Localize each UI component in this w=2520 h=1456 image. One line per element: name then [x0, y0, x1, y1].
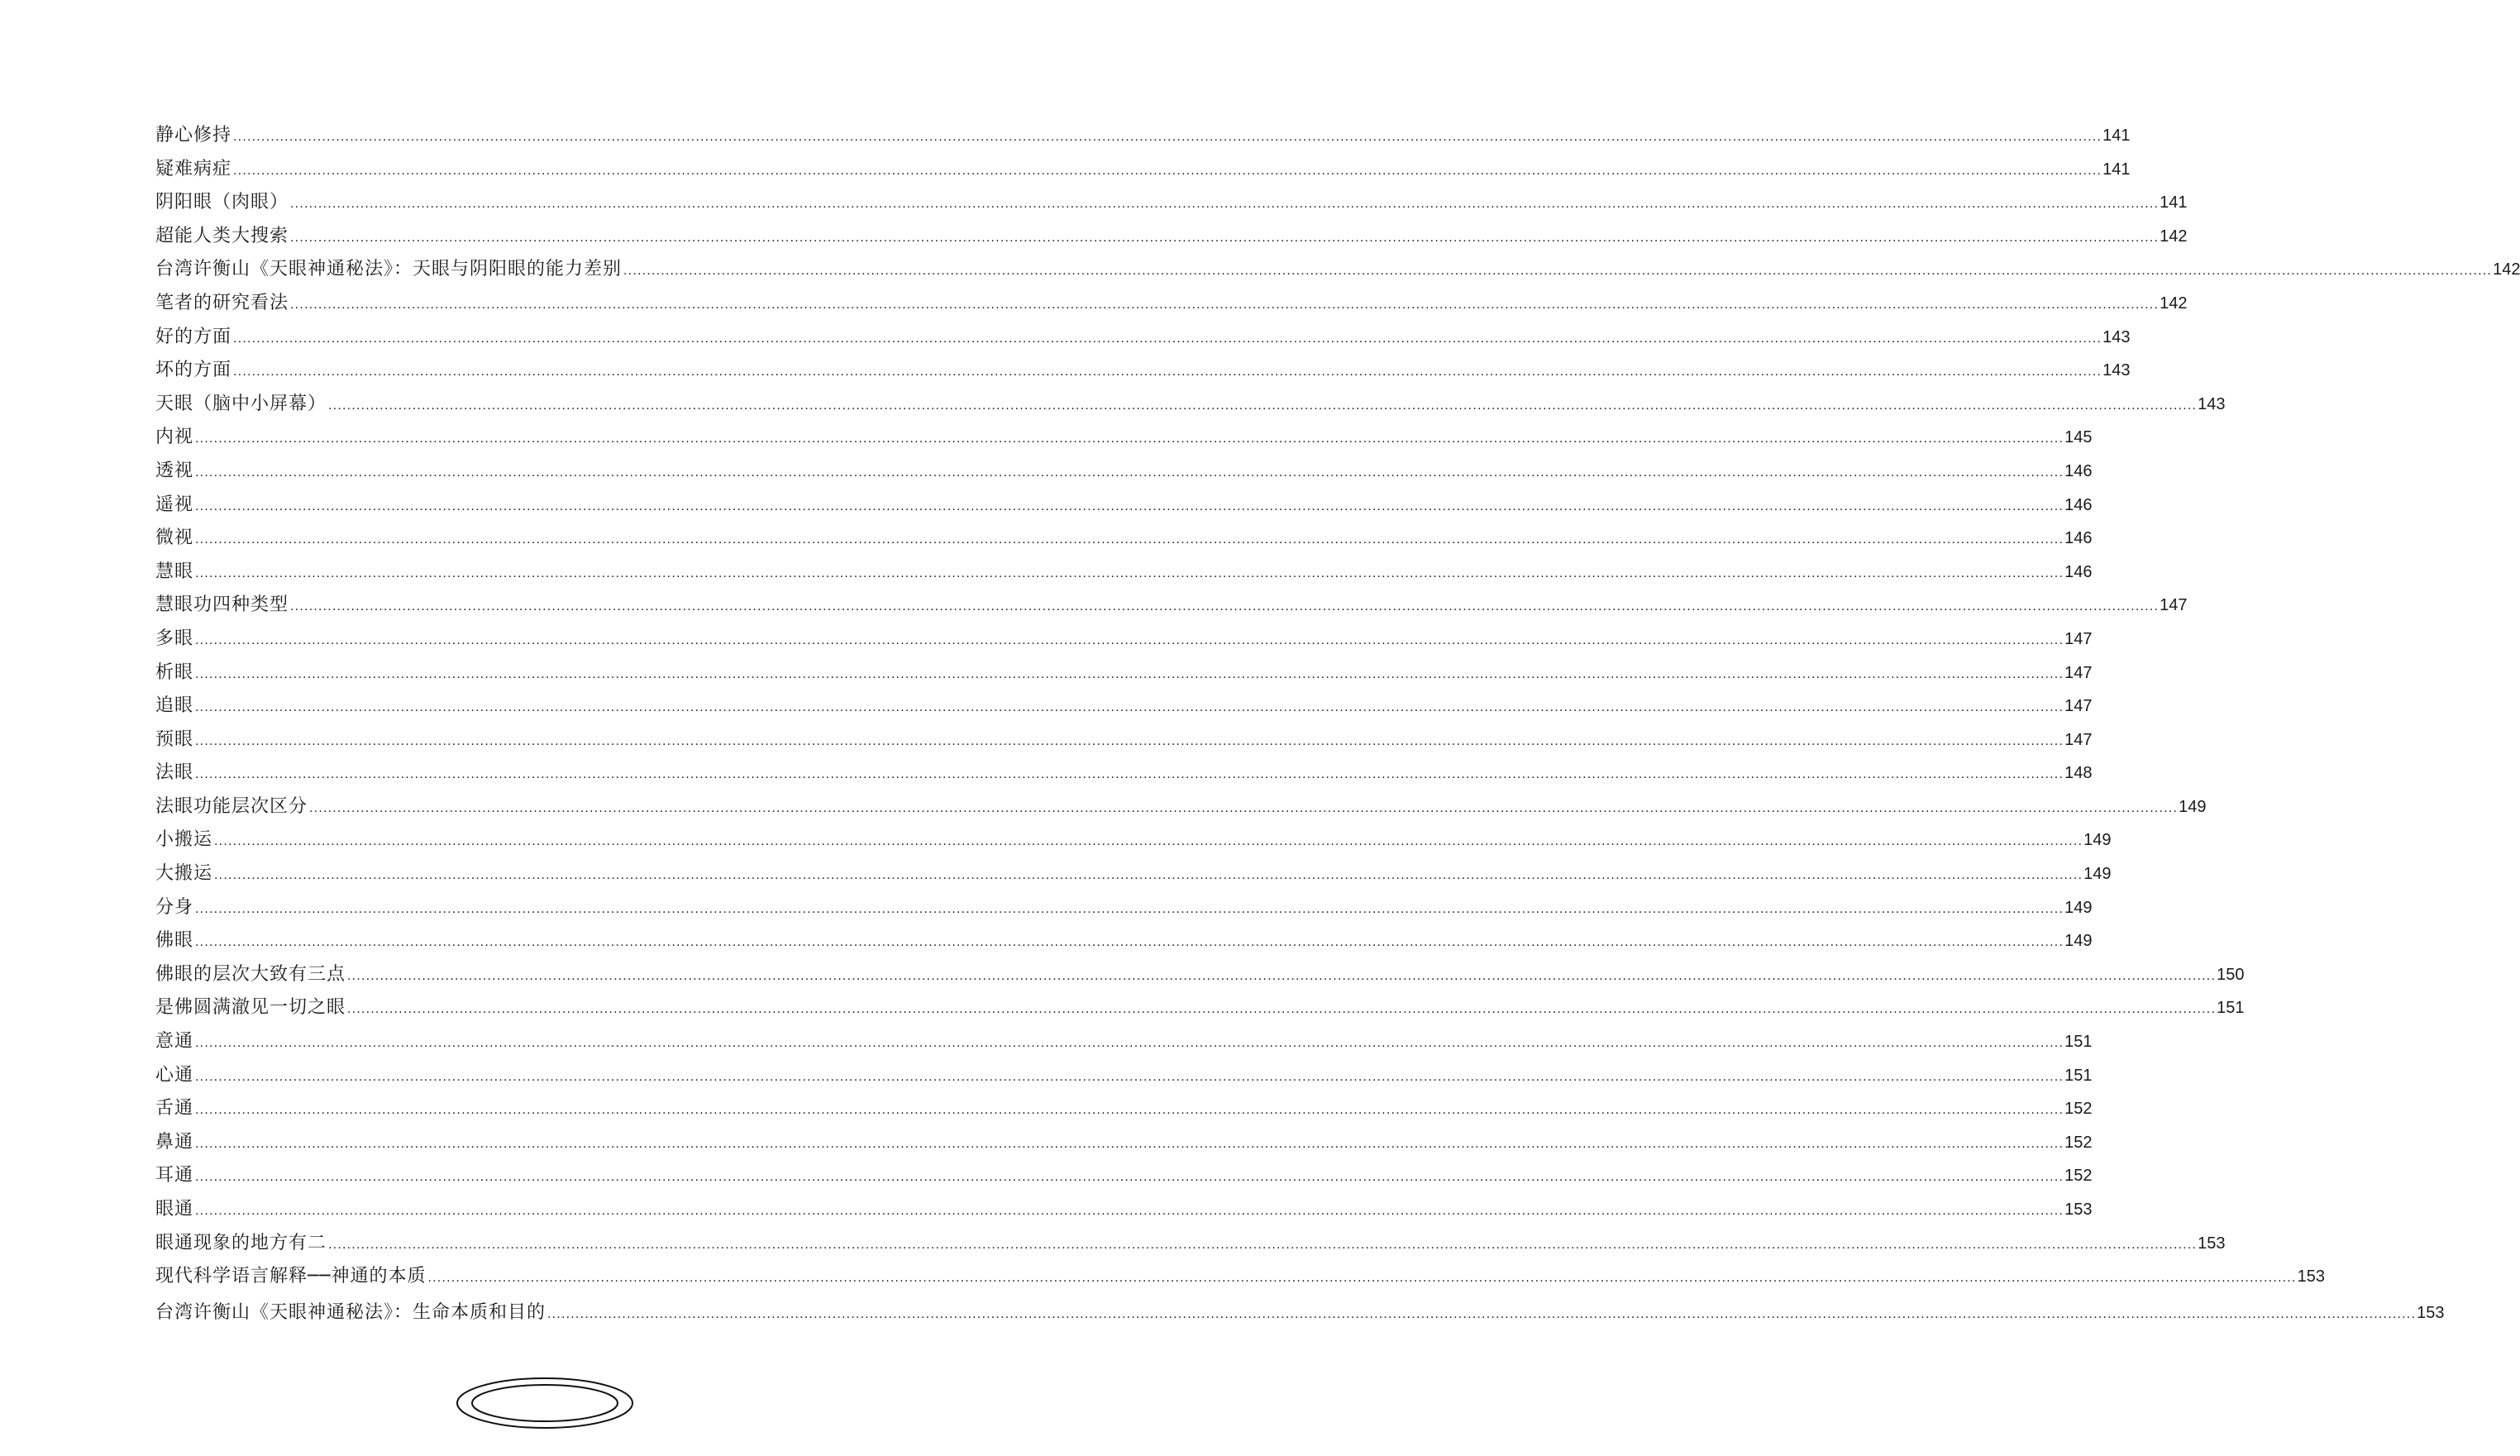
toc-entry-page-number: 143: [2102, 361, 2131, 380]
toc-entry[interactable]: [155, 623, 2093, 656]
toc-entry-page-number: 146: [2064, 529, 2093, 548]
toc-entry-title: 静心修持: [155, 125, 232, 146]
toc-leader-dots: ................................................................................................................................................................................................................................................................................................................................................................................................................: [427, 1272, 2297, 1286]
toc-leader-dots: ................................................................................................................................................................................................................................................................................................................................................................................................................: [347, 1003, 2217, 1017]
toc-entry-page-number: 152: [2064, 1167, 2093, 1186]
toc-leader-dots: ................................................................................................................................................................................................................................................................................................................................................................................................................: [195, 936, 2064, 950]
toc-entry-page-number: 142: [2160, 294, 2188, 313]
toc-entry-title: 台湾许衡山《天眼神通秘法》：生命本质和目的: [155, 1301, 546, 1323]
toc-entry[interactable]: [155, 119, 2131, 153]
toc-entry[interactable]: [155, 556, 2093, 590]
toc-entry-title: 笔者的研究看法: [155, 292, 289, 313]
toc-entry[interactable]: [155, 823, 2112, 857]
toc-entry-page-number: 149: [2179, 797, 2207, 816]
toc-entry[interactable]: [155, 1092, 2093, 1126]
double-ellipse-ornament-icon: [456, 1377, 634, 1430]
toc-entry[interactable]: [155, 421, 2093, 455]
toc-leader-dots: ................................................................................................................................................................................................................................................................................................................................................................................................................: [195, 499, 2064, 513]
toc-entry-page-number: 141: [2160, 193, 2188, 212]
toc-entry-page-number: 141: [2102, 127, 2131, 145]
toc-entry[interactable]: [155, 1227, 2226, 1261]
toc-entry-title: 分身: [155, 896, 194, 918]
toc-entry[interactable]: [155, 489, 2093, 523]
toc-entry-title: 鼻通: [155, 1131, 194, 1153]
toc-entry-title: 内视: [155, 427, 194, 448]
toc-entry-title: 追眼: [155, 695, 194, 717]
toc-leader-dots: ................................................................................................................................................................................................................................................................................................................................................................................................................: [195, 667, 2064, 681]
toc-entry[interactable]: [155, 186, 2188, 220]
toc-entry-page-number: 141: [2102, 160, 2131, 179]
toc-entry-page-number: 146: [2064, 495, 2093, 514]
toc-leader-dots: ................................................................................................................................................................................................................................................................................................................................................................................................................: [195, 633, 2064, 647]
toc-entry-title: 慧眼: [155, 561, 194, 582]
toc-entry[interactable]: [155, 924, 2093, 958]
toc-leader-dots: ................................................................................................................................................................................................................................................................................................................................................................................................................: [195, 432, 2064, 446]
toc-leader-dots: ................................................................................................................................................................................................................................................................................................................................................................................................................: [290, 298, 2160, 312]
toc-entry-page-number: 142: [2493, 260, 2520, 279]
toc-leader-dots: ................................................................................................................................................................................................................................................................................................................................................................................................................: [233, 332, 2102, 346]
toc-entry-title: 法眼: [155, 762, 194, 784]
toc-entry[interactable]: [155, 958, 2245, 992]
toc-entry-page-number: 151: [2217, 999, 2245, 1018]
toc-entry-title: 透视: [155, 460, 194, 481]
toc-leader-dots: ................................................................................................................................................................................................................................................................................................................................................................................................................: [290, 600, 2160, 614]
toc-entry[interactable]: [155, 388, 2226, 422]
toc-entry[interactable]: [155, 1059, 2093, 1093]
toc-entry-page-number: 151: [2064, 1066, 2093, 1085]
toc-leader-dots: ................................................................................................................................................................................................................................................................................................................................................................................................................: [195, 701, 2064, 715]
toc-leader-dots: ................................................................................................................................................................................................................................................................................................................................................................................................................: [195, 1070, 2064, 1084]
toc-leader-dots: ................................................................................................................................................................................................................................................................................................................................................................................................................: [233, 131, 2102, 144]
toc-leader-dots: ................................................................................................................................................................................................................................................................................................................................................................................................................: [195, 465, 2064, 480]
toc-entry-page-number: 149: [2083, 865, 2112, 884]
toc-leader-dots: ................................................................................................................................................................................................................................................................................................................................................................................................................: [195, 1171, 2064, 1185]
toc-entry-title: 析眼: [155, 661, 194, 683]
toc-leader-dots: ................................................................................................................................................................................................................................................................................................................................................................................................................: [214, 869, 2083, 883]
toc-entry-page-number: 147: [2160, 596, 2188, 615]
toc-entry[interactable]: [155, 991, 2245, 1025]
toc-entry[interactable]: [155, 589, 2188, 623]
toc-entry-title: 眼通: [155, 1199, 194, 1220]
toc-entry-page-number: 149: [2064, 898, 2093, 917]
toc-entry[interactable]: [155, 757, 2093, 790]
toc-entry-title: 佛眼: [155, 930, 194, 952]
toc-entry[interactable]: [155, 522, 2093, 556]
toc-entry-title: 小搬运: [155, 829, 213, 851]
toc-entry[interactable]: [155, 723, 2093, 757]
toc-leader-dots: ................................................................................................................................................................................................................................................................................................................................................................................................................: [195, 902, 2064, 916]
toc-entry-page-number: 147: [2064, 730, 2093, 749]
toc-entry-page-number: 153: [2198, 1234, 2226, 1253]
toc-entry-title: 遥视: [155, 494, 194, 515]
toc-entry-page-number: 142: [2160, 227, 2188, 246]
toc-entry-title: 现代科学语言解释──神通的本质: [155, 1266, 427, 1287]
toc-entry[interactable]: [155, 253, 2520, 287]
toc-entry-page-number: 153: [2417, 1303, 2445, 1322]
toc-entry-page-number: 148: [2064, 764, 2093, 783]
toc-entry-title: 台湾许衡山《天眼神通秘法》：天眼与阴阳眼的能力差别: [155, 259, 623, 280]
toc-entry[interactable]: [155, 153, 2131, 187]
toc-leader-dots: ................................................................................................................................................................................................................................................................................................................................................................................................................: [195, 768, 2064, 782]
toc-leader-dots: ................................................................................................................................................................................................................................................................................................................................................................................................................: [233, 164, 2102, 178]
toc-entry-title: 法眼功能层次区分: [155, 795, 308, 817]
toc-entry[interactable]: [155, 287, 2188, 321]
toc-entry-page-number: 151: [2064, 1033, 2093, 1052]
toc-entry[interactable]: [155, 1260, 2325, 1294]
toc-entry-title: 舌通: [155, 1098, 194, 1119]
toc-entry-page-number: 143: [2198, 394, 2226, 413]
toc-entry[interactable]: [155, 690, 2093, 723]
toc-entry-page-number: 146: [2064, 461, 2093, 480]
toc-leader-dots: ................................................................................................................................................................................................................................................................................................................................................................................................................: [328, 399, 2198, 413]
table-of-contents: [155, 119, 2520, 1329]
toc-entry-page-number: 147: [2064, 697, 2093, 716]
toc-entry-title: 坏的方面: [155, 360, 232, 381]
toc-leader-dots: ................................................................................................................................................................................................................................................................................................................................................................................................................: [347, 969, 2217, 983]
toc-entry-page-number: 149: [2083, 831, 2112, 850]
toc-entry[interactable]: [155, 1296, 2445, 1330]
toc-entry[interactable]: [155, 321, 2131, 355]
toc-entry-page-number: 149: [2064, 932, 2093, 951]
toc-entry[interactable]: [155, 891, 2093, 925]
toc-leader-dots: ................................................................................................................................................................................................................................................................................................................................................................................................................: [195, 1137, 2064, 1151]
toc-leader-dots: ................................................................................................................................................................................................................................................................................................................................................................................................................: [195, 566, 2064, 580]
toc-leader-dots: ................................................................................................................................................................................................................................................................................................................................................................................................................: [309, 801, 2179, 815]
toc-entry-title: 阴阳眼（肉眼）: [155, 192, 289, 213]
toc-leader-dots: ................................................................................................................................................................................................................................................................................................................................................................................................................: [214, 835, 2083, 849]
toc-leader-dots: ................................................................................................................................................................................................................................................................................................................................................................................................................: [195, 734, 2064, 748]
toc-entry-title: 佛眼的层次大致有三点: [155, 963, 346, 985]
toc-entry-page-number: 143: [2102, 327, 2131, 346]
toc-entry-title: 心通: [155, 1064, 194, 1086]
toc-entry[interactable]: [155, 1159, 2093, 1193]
toc-leader-dots: ................................................................................................................................................................................................................................................................................................................................................................................................................: [547, 1307, 2417, 1321]
toc-entry-page-number: 152: [2064, 1133, 2093, 1152]
toc-leader-dots: ................................................................................................................................................................................................................................................................................................................................................................................................................: [195, 1205, 2064, 1218]
toc-entry-title: 疑难病症: [155, 158, 232, 179]
toc-entry-title: 多眼: [155, 628, 194, 649]
toc-entry-page-number: 152: [2064, 1100, 2093, 1119]
toc-entry-page-number: 147: [2064, 663, 2093, 682]
toc-entry[interactable]: [155, 857, 2112, 891]
toc-entry-title: 是佛圆满澈见一切之眼: [155, 997, 346, 1019]
toc-entry[interactable]: [155, 790, 2207, 824]
toc-entry-title: 慧眼功四种类型: [155, 594, 289, 616]
toc-entry-page-number: 153: [2064, 1201, 2093, 1219]
toc-entry[interactable]: [155, 1126, 2093, 1160]
toc-entry-title: 眼通现象的地方有二: [155, 1232, 327, 1253]
toc-leader-dots: ................................................................................................................................................................................................................................................................................................................................................................................................................: [623, 265, 2493, 279]
toc-entry-title: 超能人类大搜索: [155, 225, 289, 246]
toc-entry-page-number: 150: [2217, 965, 2245, 984]
toc-entry-page-number: 146: [2064, 562, 2093, 581]
toc-leader-dots: ................................................................................................................................................................................................................................................................................................................................................................................................................: [195, 1037, 2064, 1051]
toc-entry-page-number: 153: [2297, 1267, 2325, 1287]
toc-entry-title: 微视: [155, 528, 194, 549]
toc-entry-title: 预眼: [155, 728, 194, 750]
toc-entry-page-number: 147: [2064, 629, 2093, 648]
toc-leader-dots: ................................................................................................................................................................................................................................................................................................................................................................................................................: [195, 533, 2064, 547]
toc-entry-title: 意通: [155, 1031, 194, 1053]
toc-leader-dots: ................................................................................................................................................................................................................................................................................................................................................................................................................: [195, 1104, 2064, 1118]
toc-entry[interactable]: [155, 1025, 2093, 1059]
toc-entry[interactable]: [155, 354, 2131, 388]
toc-entry[interactable]: [155, 220, 2188, 254]
toc-entry-title: 耳通: [155, 1165, 194, 1186]
toc-entry[interactable]: [155, 656, 2093, 690]
toc-entry-title: 好的方面: [155, 326, 232, 347]
toc-leader-dots: ................................................................................................................................................................................................................................................................................................................................................................................................................: [290, 231, 2160, 245]
toc-leader-dots: ................................................................................................................................................................................................................................................................................................................................................................................................................: [233, 365, 2102, 380]
toc-entry[interactable]: [155, 455, 2093, 489]
toc-entry-title: 大搬运: [155, 863, 213, 885]
toc-entry[interactable]: [155, 1193, 2093, 1227]
toc-leader-dots: ................................................................................................................................................................................................................................................................................................................................................................................................................: [290, 198, 2160, 212]
toc-leader-dots: ................................................................................................................................................................................................................................................................................................................................................................................................................: [328, 1238, 2198, 1252]
toc-entry-page-number: 145: [2064, 428, 2093, 447]
toc-entry-title: 天眼（脑中小屏幕）: [155, 393, 327, 414]
